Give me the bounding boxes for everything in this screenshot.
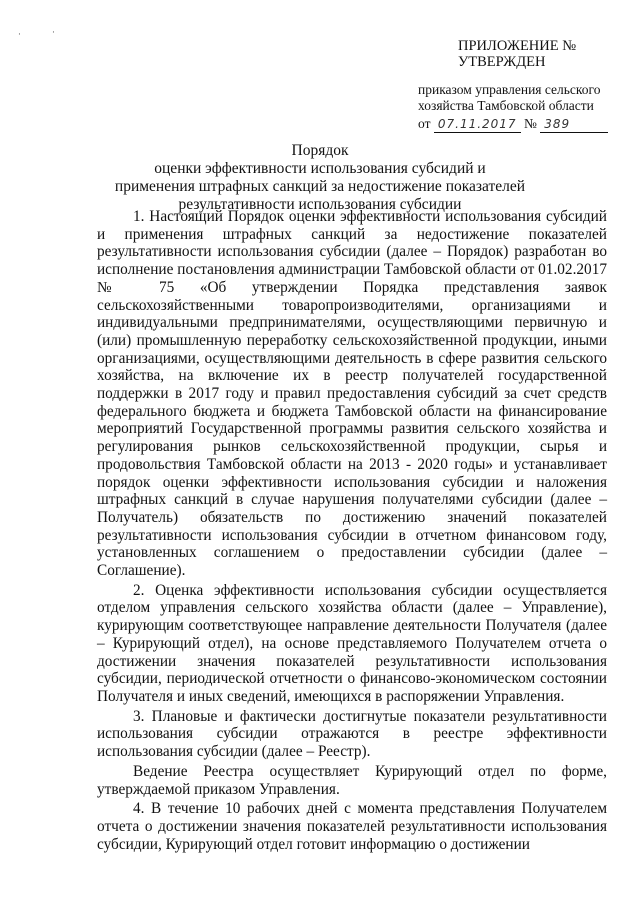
date-prefix: от <box>418 116 431 131</box>
scan-mark: · <box>18 30 21 40</box>
order-line-2: хозяйства Тамбовской области <box>418 98 594 113</box>
paragraph: Ведение Реестра осуществляет Курирующий отдел по форме, утверждаемой приказом Управления. <box>97 762 607 798</box>
paragraph: 4. В течение 10 рабочих дней с момента представления Получателем отчета о достижении значения показателей результативности использования субсидии, Курирующий отдел готовит информацию о достижении <box>97 800 607 853</box>
order-date: 07.11.2017 <box>434 116 521 133</box>
paragraph: 3. Плановые и фактически достигнутые показатели результативности использования субсидии отражаются в реестре эффективности использования субсидии (далее – Реестр). <box>97 707 607 761</box>
appendix-header <box>418 38 628 133</box>
approved-label: УТВЕРЖДЕН <box>458 54 546 70</box>
title-line: оценки эффективности использования субсидий и <box>154 160 486 177</box>
document-title <box>90 142 550 214</box>
title-line: Порядок <box>291 142 349 159</box>
title-line: результативности использования субсидии <box>178 196 462 213</box>
order-number: 389 <box>540 116 608 133</box>
number-label: № <box>523 116 537 131</box>
order-line-1: приказом управления сельского <box>418 82 601 97</box>
paragraph: 2. Оценка эффективности использования субсидии осуществляется отделом управления сельского хозяйства области (далее – Управление), курирующим соответствующее направление деятельности Получателя (далее – Курирующий отдел), на основе представляемого Получателем отчета о достижении значения показателей результативности использования субсидии, периодической отчетности о финансово-экономическом состоянии Получателя и иных сведений, имеющихся в распоряжении Управления. <box>97 581 607 705</box>
title-line: применения штрафных санкций за недостижение показателей <box>114 178 526 195</box>
paragraph: 1. Настоящий Порядок оценки эффективности использования субсидий и применения штрафных санкций за недостижение показателей результативности использования субсидии (далее – Порядок) разработан во исполнение постановления администрации Тамбовской области от 01.02.2017 № 75 «Об утверждении Порядка представления заявок сельскохозяйственными товаропроизводителями, организациями и индивидуальными предпринимателями, осуществляющими первичную и (или) промышленную переработку сельскохозяйственной продукции, иными организациями, осуществляющими деятельность в сфере развития сельского хозяйства, на включение их в реестр получателей государственной поддержки в 2017 году и правил предоставления субсидий за счет средств федерального бюджета и бюджета Тамбовской области на финансирование мероприятий Государственной программы развития сельского хозяйства и регулирования рынков сельскохозяйственной продукции, сырья и продовольствия Тамбовской области на 2013 - 2020 годы» и устанавливает порядок оценки эффективности использования субсидии и наложения штрафных санкций в случае нарушения получателями субсидии (далее – Получатель) обязательств по достижению значений показателей результативности использования субсидии в отчетном финансовом году, установленных соглашением о предоставлении субсидии (далее – Соглашение). <box>97 208 607 580</box>
document-body <box>97 208 607 855</box>
order-date-row <box>418 116 628 133</box>
appendix-label: ПРИЛОЖЕНИЕ № <box>458 38 577 54</box>
scan-mark: · <box>52 28 55 38</box>
